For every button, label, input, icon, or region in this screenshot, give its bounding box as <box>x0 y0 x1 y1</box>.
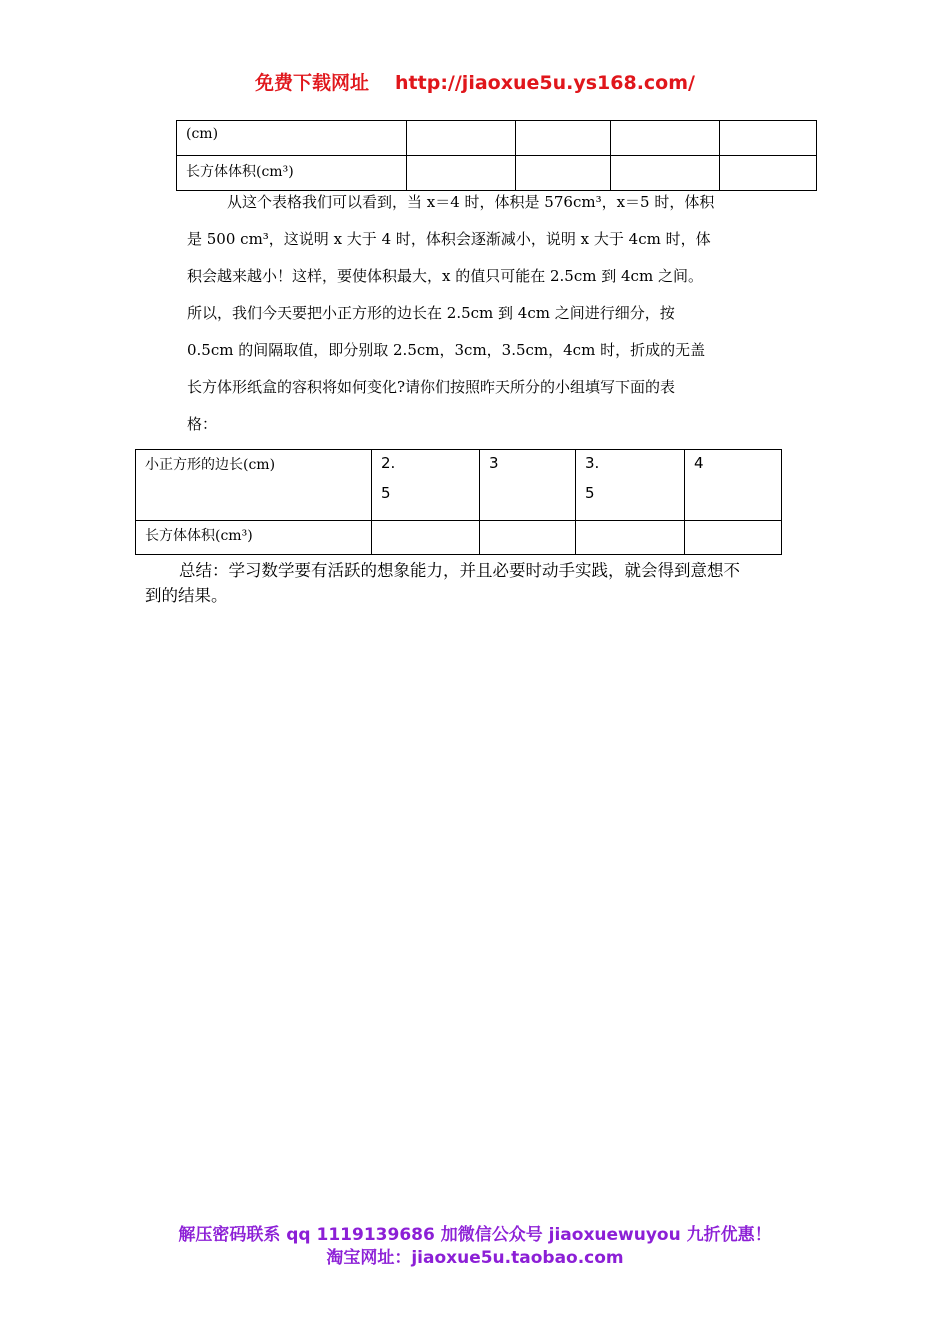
table-cell <box>480 521 576 555</box>
side-length-table <box>135 449 782 555</box>
table-cell <box>685 521 782 555</box>
table-cell: (cm) <box>177 121 407 156</box>
table-cell: 小正方形的边长(cm) <box>136 450 372 521</box>
summary-paragraph <box>145 558 815 608</box>
table-cell: 长方体体积(cm³) <box>177 156 407 191</box>
table-row <box>136 450 782 521</box>
table-row <box>136 521 782 555</box>
footer-taobao-link[interactable]: 淘宝网址：jiaoxue5u.taobao.com <box>326 1248 624 1268</box>
paragraph-line: 0.5cm 的间隔取值，即分别取 2.5cm，3cm，3.5cm，4cm 时，折成的无盖 <box>187 341 706 359</box>
header-url-link[interactable]: http://jiaoxue5u.ys168.com/ <box>395 72 695 94</box>
table-cell <box>372 521 480 555</box>
table-cell <box>611 121 720 156</box>
table-cell <box>516 121 611 156</box>
table-cell <box>407 121 516 156</box>
paragraph-line: 是 500 cm³，这说明 x 大于 4 时，体积会逐渐减小，说明 x 大于 4cm 时，体 <box>187 230 711 248</box>
table-cell: 3 <box>480 450 576 521</box>
volume-table-top <box>176 120 817 191</box>
table-row <box>177 121 817 156</box>
table-cell <box>576 521 685 555</box>
download-header <box>0 68 950 95</box>
summary-line: 到的结果。 <box>145 586 228 605</box>
paragraph-line: 积会越来越小！这样，要使体积最大，x 的值只可能在 2.5cm 到 4cm 之间。 <box>187 267 703 285</box>
paragraph-line: 所以，我们今天要把小正方形的边长在 2.5cm 到 4cm 之间进行细分，按 <box>187 304 675 322</box>
table-cell: 3. 5 <box>576 450 685 521</box>
summary-line: 总结：学习数学要有活跃的想象能力，并且必要时动手实践，就会得到意想不 <box>179 561 740 580</box>
table-cell: 长方体体积(cm³) <box>136 521 372 555</box>
footer-contact: 解压密码联系 qq 1119139686 加微信公众号 jiaoxuewuyou 九折优惠！ <box>178 1225 772 1245</box>
paragraph-line: 格： <box>187 415 218 433</box>
body-paragraph <box>187 184 747 443</box>
header-label: 免费下载网址 <box>255 72 370 94</box>
paragraph-line: 从这个表格我们可以看到，当 x＝4 时，体积是 576cm³，x＝5 时，体积 <box>227 193 715 211</box>
table-cell: 2. 5 <box>372 450 480 521</box>
paragraph-line: 长方体形纸盒的容积将如何变化?请你们按照昨天所分的小组填写下面的表 <box>187 378 676 396</box>
table-cell: 4 <box>685 450 782 521</box>
table-cell <box>720 121 817 156</box>
